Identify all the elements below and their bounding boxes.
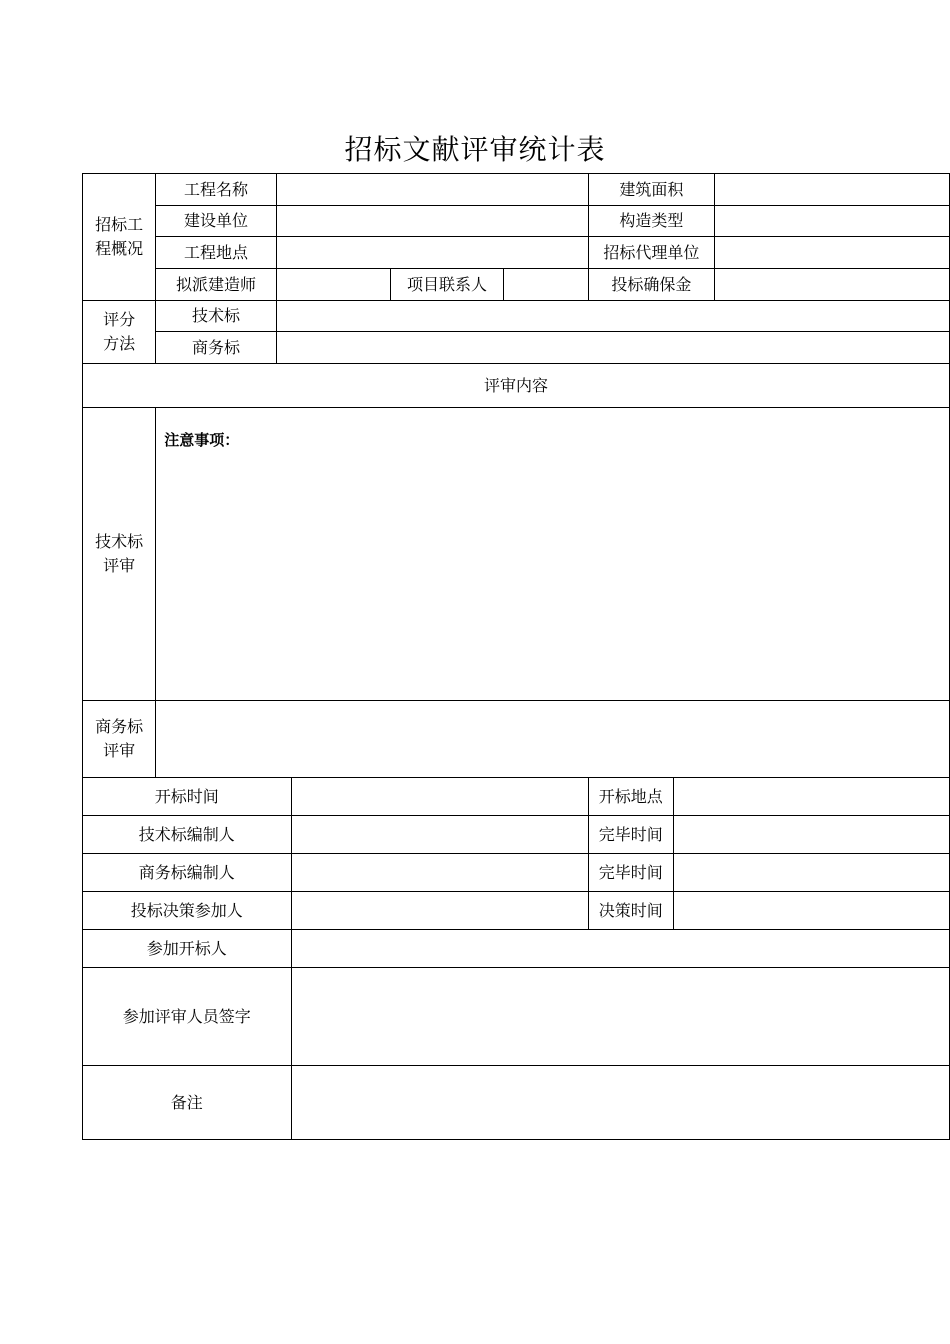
project-name-label: 工程名称: [156, 174, 277, 206]
commercial-scoring-field[interactable]: [276, 332, 949, 364]
project-contact-label: 项目联系人: [391, 269, 504, 301]
scoring-label: 评分 方法: [83, 301, 156, 364]
opening-place-label: 开标地点: [588, 778, 673, 816]
page-title: 招标文献评审统计表: [344, 133, 606, 166]
project-location-field[interactable]: [276, 237, 588, 269]
construction-unit-field[interactable]: [276, 206, 588, 237]
opening-place-field[interactable]: [673, 778, 949, 816]
construction-unit-label: 建设单位: [156, 206, 277, 237]
overview-label: 招标工 程概况: [83, 174, 156, 301]
tech-author-label: 技术标编制人: [83, 816, 292, 854]
building-area-label: 建筑面积: [588, 174, 714, 206]
structure-type-label: 构造类型: [588, 206, 714, 237]
remarks-row: [83, 1066, 950, 1140]
decision-row: [83, 892, 950, 930]
tech-review-row: [83, 408, 950, 701]
reviewer-signature-label: 参加评审人员签字: [83, 968, 292, 1066]
comm-review-row: [83, 701, 950, 778]
project-location-label: 工程地点: [156, 237, 277, 269]
tech-author-row: [83, 816, 950, 854]
tech-review-label: 技术标 评审: [83, 408, 156, 701]
remarks-label: 备注: [83, 1066, 292, 1140]
scoring-row-2: [83, 332, 950, 364]
comm-author-field[interactable]: [291, 854, 588, 892]
remarks-field[interactable]: [291, 1066, 949, 1140]
decision-participants-field[interactable]: [291, 892, 588, 930]
building-area-field[interactable]: [715, 174, 950, 206]
proposed-engineer-field[interactable]: [276, 269, 390, 301]
proposed-engineer-label: 拟派建造师: [156, 269, 277, 301]
agency-label: 招标代理单位: [588, 237, 714, 269]
structure-type-field[interactable]: [715, 206, 950, 237]
opening-row: [83, 778, 950, 816]
review-form-table: [82, 173, 950, 1140]
opening-participants-row: [83, 930, 950, 968]
commercial-scoring-label: 商务标: [156, 332, 277, 364]
opening-time-field[interactable]: [291, 778, 588, 816]
overview-row-1: [83, 174, 950, 206]
bid-bond-field[interactable]: [715, 269, 950, 301]
project-contact-field[interactable]: [503, 269, 588, 301]
finish-time-1-field[interactable]: [673, 816, 949, 854]
comm-author-row: [83, 854, 950, 892]
project-name-field[interactable]: [276, 174, 588, 206]
opening-participants-label: 参加开标人: [83, 930, 292, 968]
reviewer-signature-field[interactable]: [291, 968, 949, 1066]
finish-time-2-field[interactable]: [673, 854, 949, 892]
finish-time-1-label: 完毕时间: [588, 816, 673, 854]
comm-review-field[interactable]: [156, 701, 950, 778]
decision-time-field[interactable]: [673, 892, 949, 930]
review-content-row: [83, 364, 950, 408]
decision-time-label: 决策时间: [588, 892, 673, 930]
technical-scoring-field[interactable]: [276, 301, 949, 332]
agency-field[interactable]: [715, 237, 950, 269]
comm-review-label: 商务标 评审: [83, 701, 156, 778]
scoring-row-1: [83, 301, 950, 332]
overview-row-2: [83, 206, 950, 237]
technical-scoring-label: 技术标: [156, 301, 277, 332]
overview-row-4: [83, 269, 950, 301]
opening-time-label: 开标时间: [83, 778, 292, 816]
opening-participants-field[interactable]: [291, 930, 949, 968]
tech-author-field[interactable]: [291, 816, 588, 854]
bid-bond-label: 投标确保金: [588, 269, 714, 301]
note-heading: 注意事项：: [164, 431, 240, 449]
overview-row-3: [83, 237, 950, 269]
tech-review-field[interactable]: [156, 408, 950, 701]
signature-row: [83, 968, 950, 1066]
finish-time-2-label: 完毕时间: [588, 854, 673, 892]
review-content-header: 评审内容: [83, 364, 950, 408]
comm-author-label: 商务标编制人: [83, 854, 292, 892]
decision-participants-label: 投标决策参加人: [83, 892, 292, 930]
